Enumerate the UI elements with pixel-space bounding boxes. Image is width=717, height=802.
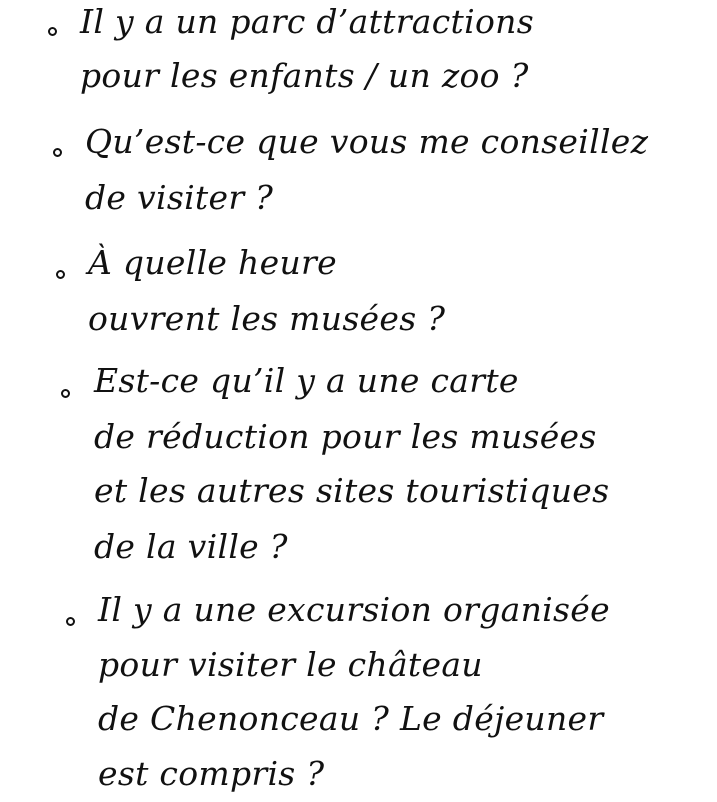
question-line: Il y a une excursion organisée [98,590,610,629]
question-line: est compris ? [98,754,325,793]
question-line: de réduction pour les musées [94,417,597,456]
question-line: pour les enfants / un zoo ? [80,56,529,95]
question-line: À quelle heure [88,243,337,282]
question-line: de visiter ? [85,178,274,217]
question-line: Il y a un parc d’attractions [80,2,534,41]
circle-bullet-icon [66,617,75,626]
circle-bullet-icon [56,270,65,279]
question-line: ouvrent les musées ? [88,299,446,338]
circle-bullet-icon [61,389,70,398]
circle-bullet-icon [48,27,57,36]
question-line: Qu’est-ce que vous me conseillez [85,122,649,161]
question-line: de Chenonceau ? Le déjeuner [98,699,604,738]
question-line: Est-ce qu’il y a une carte [94,361,519,400]
circle-bullet-icon [53,148,62,157]
question-line: et les autres sites touristiques [94,471,610,510]
question-line: de la ville ? [94,527,288,566]
question-line: pour visiter le château [98,645,483,684]
